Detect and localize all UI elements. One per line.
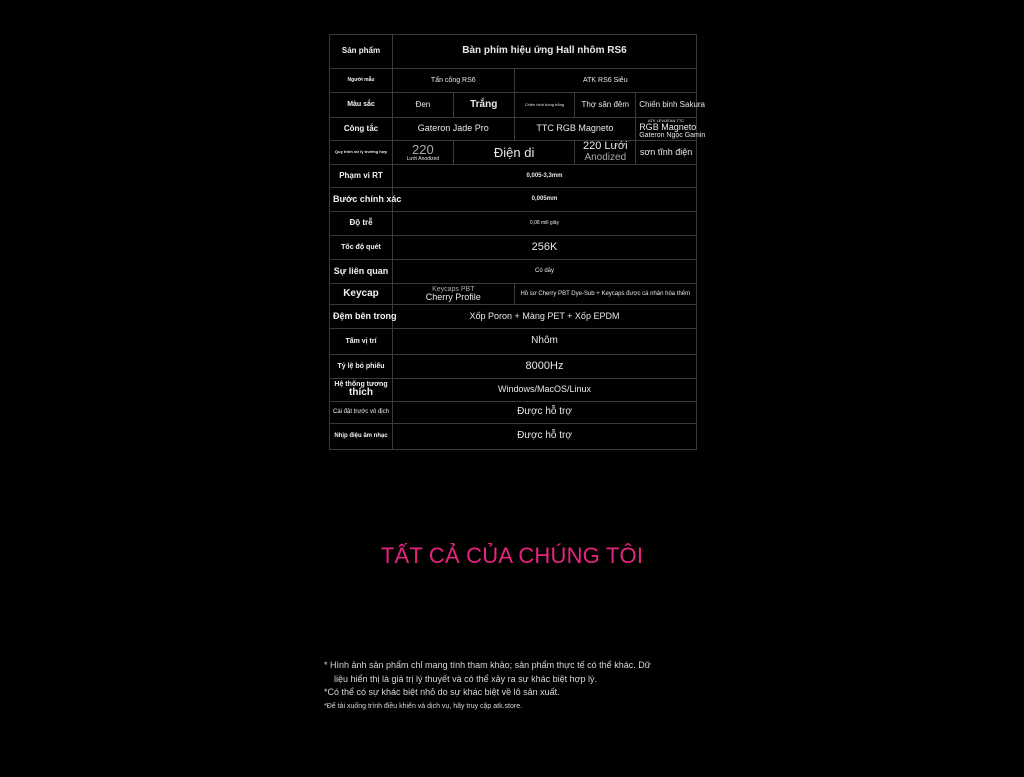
row-compat	[330, 379, 697, 402]
note-1-line2: liệu hiển thị là giá trị lý thuyết và có thể xảy ra sự khác biệt hợp lý.	[334, 673, 598, 684]
label-padding: Đệm bên trong	[330, 305, 393, 329]
process-220-mesh-line1: 220 Lưới	[583, 140, 628, 153]
value-compat: Windows/MacOS/Linux	[393, 379, 697, 402]
model-a: Tấn công RS6	[393, 69, 515, 93]
process-220-big: 220	[412, 142, 434, 158]
row-plate	[330, 329, 697, 355]
value-rt: 0,005-3,3mm	[393, 165, 697, 188]
label-preset: Cài đặt trước vô địch	[330, 402, 393, 424]
label-color: Màu sắc	[330, 93, 393, 118]
row-process	[330, 141, 697, 165]
color-black: Đen	[393, 93, 454, 118]
keycap-pbt	[393, 284, 515, 305]
note-3: *Để tải xuống trình điều khiển và dịch vụ, hãy truy cập atk.store.	[324, 703, 523, 711]
row-rt	[330, 165, 697, 188]
row-rhythm	[330, 424, 697, 450]
label-product: Sản phẩm	[330, 35, 393, 69]
label-plate: Tấm vị trí	[330, 329, 393, 355]
section-heading: TẤT CẢ CỦA CHÚNG TÔI	[380, 543, 644, 568]
color-white-shadow: Chiến binh bóng trắng	[514, 93, 575, 118]
switch-leviatan-line3: Gateron Ngọc Gamin	[639, 132, 706, 140]
row-scan	[330, 236, 697, 260]
value-scan: 256K	[393, 236, 697, 260]
label-process: Quy trình xử lý trường hợp	[330, 141, 393, 165]
keycap-cherry-dyesub: Hồ sơ Cherry PBT Dye-Sub + Keycaps được cá nhân hóa thêm	[514, 284, 696, 305]
process-220-mesh	[575, 141, 636, 165]
value-precision: 0,005mm	[393, 188, 697, 212]
color-night-hunter: Thợ săn đêm	[575, 93, 636, 118]
value-preset: Được hỗ trợ	[393, 402, 697, 424]
process-220	[393, 141, 454, 165]
value-plate: Nhôm	[393, 329, 697, 355]
value-polling: 8000Hz	[393, 355, 697, 379]
row-polling	[330, 355, 697, 379]
label-scan: Tốc độ quét	[330, 236, 393, 260]
label-polling: Tỷ lệ bỏ phiếu	[330, 355, 393, 379]
value-padding: Xốp Poron + Màng PET + Xốp EPDM	[393, 305, 697, 329]
keycap-pbt-line1: Keycaps PBT	[432, 285, 475, 293]
value-latency: 0,08 mili giây	[393, 212, 697, 236]
label-compat	[330, 379, 393, 402]
color-white: Trắng	[453, 93, 514, 118]
row-preset	[330, 402, 697, 424]
label-compat-line2: thích	[349, 387, 373, 399]
note-1-line1: * Hình ảnh sản phẩm chỉ mang tính tham khảo; sản phẩm thực tế có thể khác. Dữ	[324, 660, 651, 670]
label-keycap: Keycap	[330, 284, 393, 305]
switch-jade-pro: Gateron Jade Pro	[393, 118, 515, 141]
switch-leviatan	[636, 117, 706, 141]
row-connection	[330, 260, 697, 284]
label-connection: Sự liên quan	[330, 260, 393, 284]
spec-table	[329, 34, 706, 450]
value-product: Bàn phím hiệu ứng Hall nhôm RS6	[393, 35, 697, 69]
label-rhythm: Nhịp điệu âm nhạc	[330, 424, 393, 450]
row-padding	[330, 305, 697, 329]
label-switch: Công tắc	[330, 118, 393, 141]
process-220-mesh-line2: Anodized	[584, 152, 627, 164]
value-rhythm: Được hỗ trợ	[393, 424, 697, 450]
switch-leviatan-line2: RGB Magneto	[639, 121, 697, 132]
row-color	[330, 93, 697, 118]
note-2: *Có thể có sự khác biệt nhỏ do sự khác biệt về lô sản xuất.	[324, 687, 560, 698]
label-precision: Bước chính xác	[330, 188, 393, 212]
keycap-pbt-line2: Cherry Profile	[425, 291, 481, 302]
label-latency: Độ trễ	[330, 212, 393, 236]
row-keycap	[330, 284, 697, 305]
label-compat-line1: Hệ thống tương	[334, 381, 388, 389]
value-connection: Có dây	[393, 260, 697, 284]
process-electrophoresis: Điện di	[453, 141, 575, 165]
process-powder-coat: sơn tĩnh điện	[636, 141, 697, 165]
switch-ttc-magneto: TTC RGB Magneto	[514, 118, 636, 141]
row-switch	[330, 118, 697, 141]
row-precision	[330, 188, 697, 212]
footnotes	[324, 660, 684, 713]
switch-leviatan-line1: ATK LEVIATAN TTC	[648, 117, 685, 123]
label-model: Người mẫu	[330, 69, 393, 93]
row-latency	[330, 212, 697, 236]
process-220-small: Lưới Anodized	[406, 155, 440, 162]
row-model	[330, 69, 697, 93]
model-b: ATK RS6 Siêu	[514, 69, 696, 93]
label-rt: Phạm vi RT	[330, 165, 393, 188]
row-product	[330, 35, 697, 69]
color-sakura: Chiến binh Sakura	[636, 93, 697, 118]
